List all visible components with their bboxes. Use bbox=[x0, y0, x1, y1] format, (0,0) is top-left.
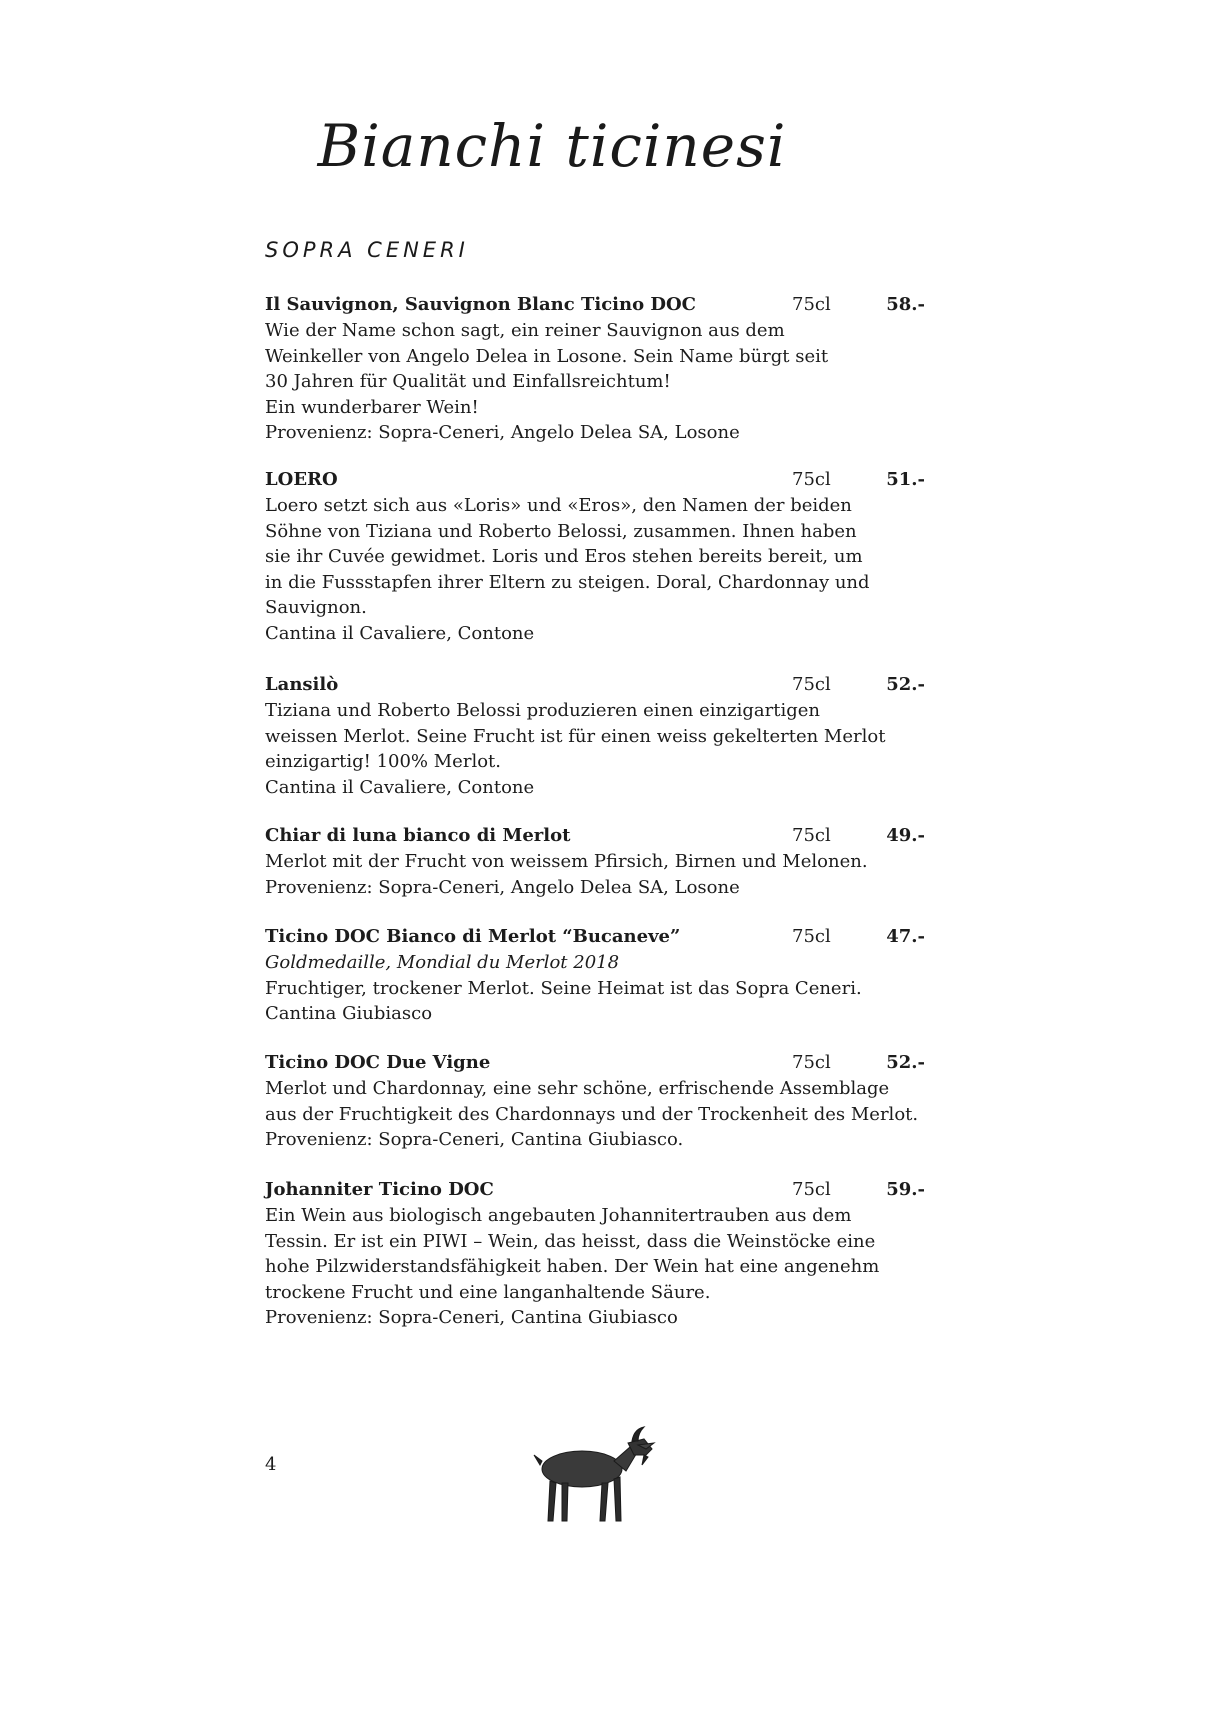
wine-description-line: Merlot mit der Frucht von weissem Pfirsich, Birnen und Melonen. bbox=[265, 851, 868, 872]
wine-name: Ticino DOC Due Vigne bbox=[265, 1052, 491, 1073]
wine-description-line: Provenienz: Sopra-Ceneri, Angelo Delea SA, Losone bbox=[265, 876, 740, 898]
wine-description-line: 30 Jahren für Qualität und Einfallsreichtum! bbox=[265, 371, 671, 392]
wine-price: 47.- bbox=[886, 926, 925, 947]
wine-item bbox=[265, 1177, 925, 1331]
wine-price: 52.- bbox=[886, 674, 925, 695]
wine-description-line: trockene Frucht und eine langanhaltende Säure. bbox=[265, 1281, 711, 1303]
wine-description-line: Weinkeller von Angelo Delea in Losone. Sein Name bürgt seit bbox=[265, 345, 829, 367]
wine-description-line: einzigartig! 100% Merlot. bbox=[265, 751, 501, 772]
wine-price: 49.- bbox=[886, 825, 925, 846]
wine-description-line: Cantina Giubiasco bbox=[265, 1003, 433, 1024]
wine-size: 75cl bbox=[792, 294, 831, 315]
wine-description-line: Wie der Name schon sagt, ein reiner Sauvignon aus dem bbox=[265, 320, 785, 341]
wine-description-line: hohe Pilzwiderstandsfähigkeit haben. Der Wein hat eine angenehm bbox=[265, 1256, 880, 1277]
wine-description-line: Provenienz: Sopra-Ceneri, Cantina Giubiasco bbox=[265, 1307, 678, 1328]
wine-price: 51.- bbox=[886, 469, 925, 490]
wine-header bbox=[265, 924, 925, 950]
wine-description-line: Cantina il Cavaliere, Contone bbox=[265, 776, 535, 798]
wine-price: 58.- bbox=[886, 294, 925, 315]
wine-size: 75cl bbox=[792, 1179, 831, 1200]
wine-item bbox=[265, 467, 925, 646]
wine-size: 75cl bbox=[792, 674, 831, 695]
wine-item bbox=[265, 924, 925, 1027]
wine-item bbox=[265, 823, 925, 900]
wine-description-line: Loero setzt sich aus «Loris» und «Eros», den Namen der beiden bbox=[265, 495, 852, 516]
wine-name: Ticino DOC Bianco di Merlot “Bucaneve” bbox=[265, 926, 681, 947]
wine-item bbox=[265, 672, 925, 800]
wine-description-line: Söhne von Tiziana und Roberto Belossi, zusammen. Ihnen haben bbox=[265, 520, 857, 542]
wine-description-line: Ein Wein aus biologisch angebauten Johannitertrauben aus dem bbox=[265, 1205, 852, 1226]
page-number: 4 bbox=[265, 1454, 277, 1475]
wine-description-line: Fruchtiger, trockener Merlot. Seine Heimat ist das Sopra Ceneri. bbox=[265, 977, 862, 999]
wine-description-line: Tiziana und Roberto Belossi produzieren einen einzigartigen bbox=[265, 700, 820, 721]
wine-header bbox=[265, 1177, 925, 1203]
wine-header bbox=[265, 823, 925, 849]
wine-header bbox=[265, 292, 925, 318]
wine-size: 75cl bbox=[792, 825, 831, 846]
wine-item bbox=[265, 1050, 925, 1153]
wine-description-line: Sauvignon. bbox=[265, 597, 367, 618]
goat-illustration bbox=[530, 1425, 660, 1527]
wine-name: Johanniter Ticino DOC bbox=[265, 1179, 494, 1200]
wine-award: Goldmedaille, Mondial du Merlot 2018 bbox=[265, 952, 620, 973]
wine-price: 52.- bbox=[886, 1052, 925, 1073]
page-title: Bianchi ticinesi bbox=[317, 112, 787, 180]
wine-description-line: sie ihr Cuvée gewidmet. Loris und Eros stehen bereits bereit, um bbox=[265, 546, 863, 567]
wine-description-line: aus der Fruchtigkeit des Chardonnays und der Trockenheit des Merlot. bbox=[265, 1103, 919, 1125]
wine-price: 59.- bbox=[886, 1179, 925, 1200]
wine-description-line: weissen Merlot. Seine Frucht ist für einen weiss gekelterten Merlot bbox=[265, 725, 886, 747]
wine-description-line: Cantina il Cavaliere, Contone bbox=[265, 622, 535, 644]
section-heading: SOPRA CENERI bbox=[265, 238, 469, 262]
wine-name: Lansilò bbox=[265, 674, 339, 695]
wine-size: 75cl bbox=[792, 469, 831, 490]
wine-description-line: Ein wunderbarer Wein! bbox=[265, 396, 479, 418]
wine-description-line: Provenienz: Sopra-Ceneri, Angelo Delea SA, Losone bbox=[265, 422, 740, 443]
wine-description-line: Merlot und Chardonnay, eine sehr schöne, erfrischende Assemblage bbox=[265, 1078, 890, 1099]
wine-header bbox=[265, 1050, 925, 1076]
wine-description-line: Provenienz: Sopra-Ceneri, Cantina Giubiasco. bbox=[265, 1129, 684, 1150]
wine-description-line: in die Fussstapfen ihrer Eltern zu steigen. Doral, Chardonnay und bbox=[265, 571, 870, 593]
wine-header bbox=[265, 672, 925, 698]
wine-name: LOERO bbox=[265, 469, 338, 490]
wine-name: Il Sauvignon, Sauvignon Blanc Ticino DOC bbox=[265, 294, 696, 315]
wine-size: 75cl bbox=[792, 926, 831, 947]
wine-name: Chiar di luna bianco di Merlot bbox=[265, 825, 571, 846]
wine-header bbox=[265, 467, 925, 493]
wine-item bbox=[265, 292, 925, 446]
wine-size: 75cl bbox=[792, 1052, 831, 1073]
wine-description-line: Tessin. Er ist ein PIWI – Wein, das heisst, dass die Weinstöcke eine bbox=[265, 1230, 876, 1252]
